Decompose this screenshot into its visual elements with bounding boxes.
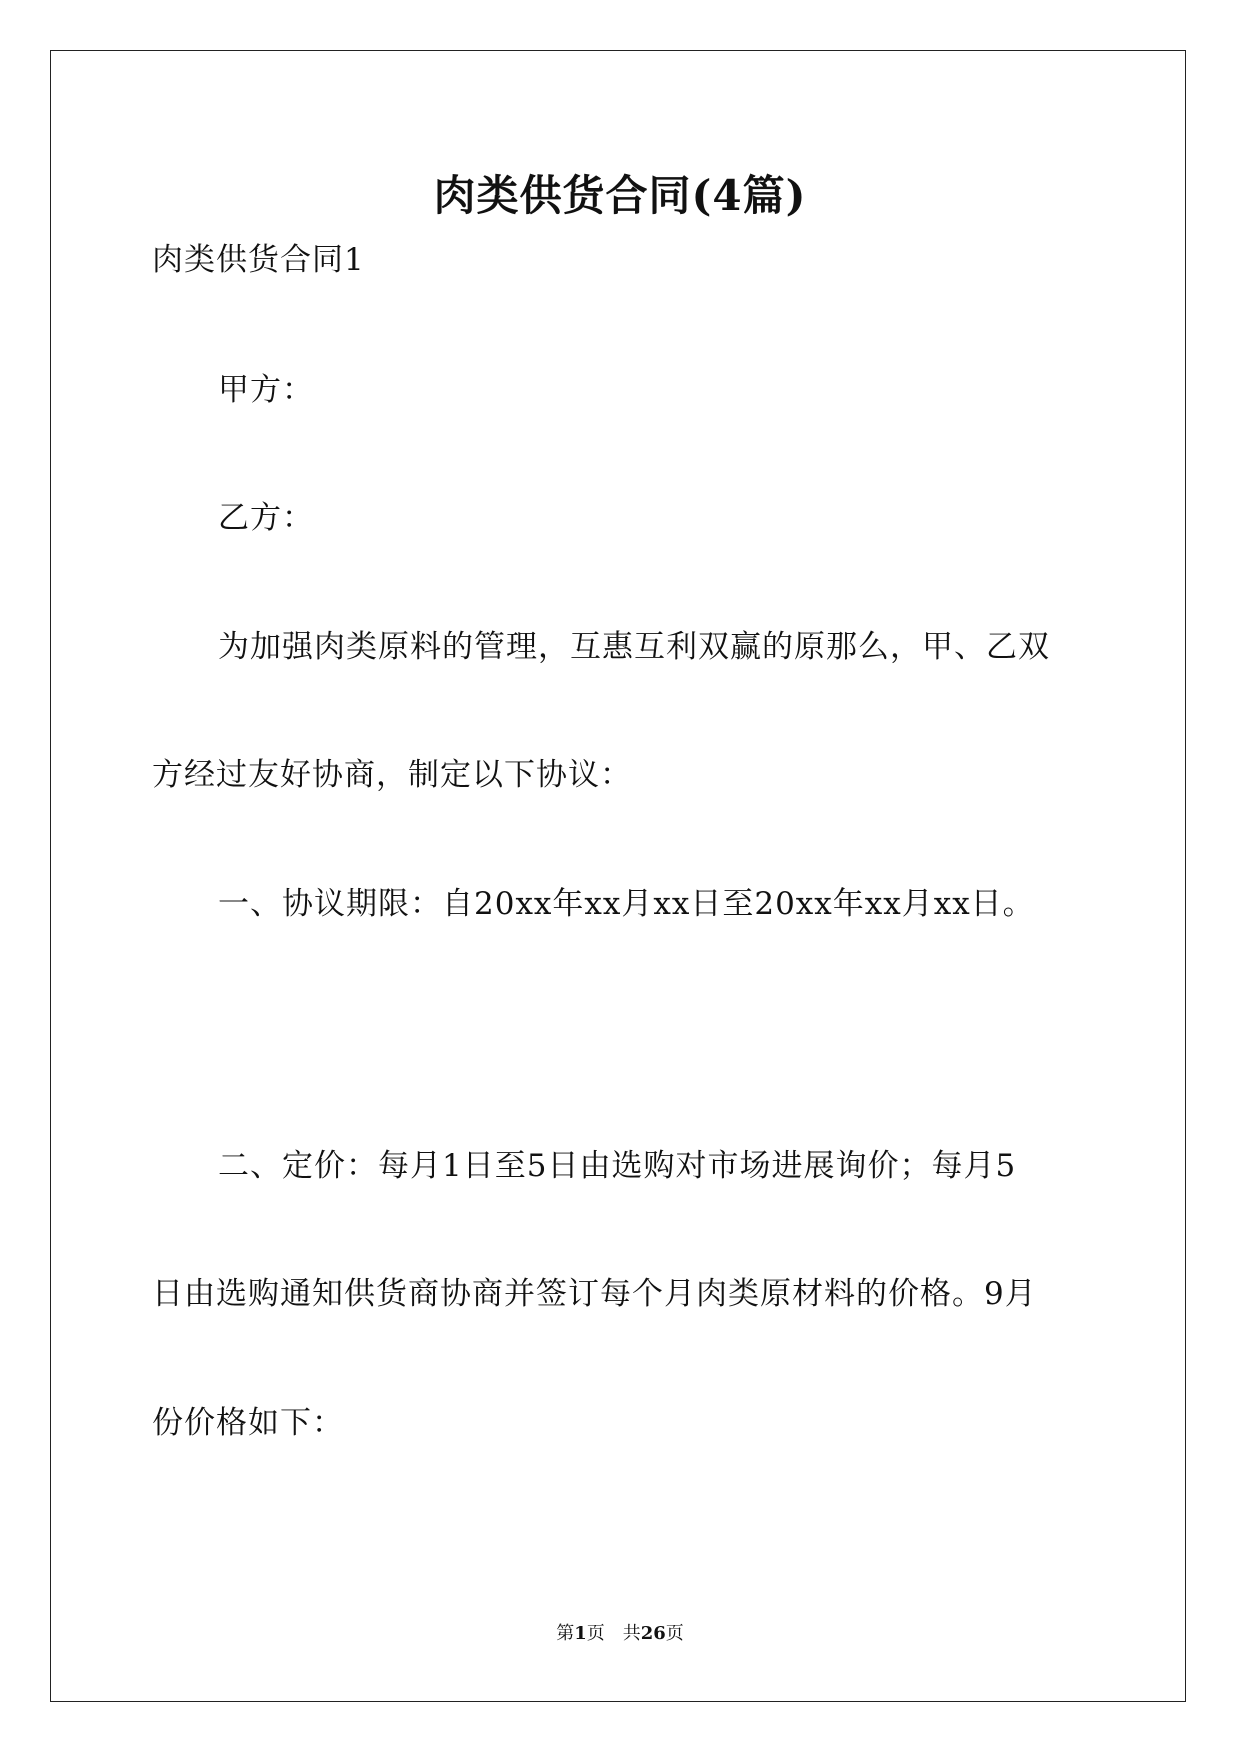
page-footer bbox=[0, 1621, 1240, 1647]
page-border bbox=[50, 50, 1186, 1702]
footer-middle: 页 共 bbox=[586, 1623, 641, 1644]
paragraph-line: 份价格如下： bbox=[152, 1405, 344, 1441]
clause-price-line: 二、定价：每月1日至5日由选购对市场进展询价；每月5 bbox=[218, 1148, 1017, 1184]
paragraph-line: 日由选购通知供货商协商并签订每个月肉类原材料的价格。9月 bbox=[152, 1276, 1037, 1312]
paragraph-line: 为加强肉类原料的管理，互惠互利双赢的原那么，甲、乙双 bbox=[218, 629, 1050, 665]
clause-term-line: 一、协议期限：自20xx年xx月xx日至20xx年xx月xx日。 bbox=[218, 886, 1035, 922]
footer-page-number: 1 bbox=[574, 1623, 587, 1644]
party-b-line: 乙方： bbox=[218, 500, 314, 536]
footer-suffix: 页 bbox=[665, 1623, 684, 1644]
footer-total-pages: 26 bbox=[640, 1623, 666, 1644]
section-heading: 肉类供货合同1 bbox=[152, 242, 365, 278]
party-a-line: 甲方： bbox=[218, 372, 314, 408]
footer-prefix: 第 bbox=[556, 1623, 575, 1644]
paragraph-line: 方经过友好协商，制定以下协议： bbox=[152, 757, 632, 793]
document-title: 肉类供货合同(4篇) bbox=[433, 171, 807, 220]
